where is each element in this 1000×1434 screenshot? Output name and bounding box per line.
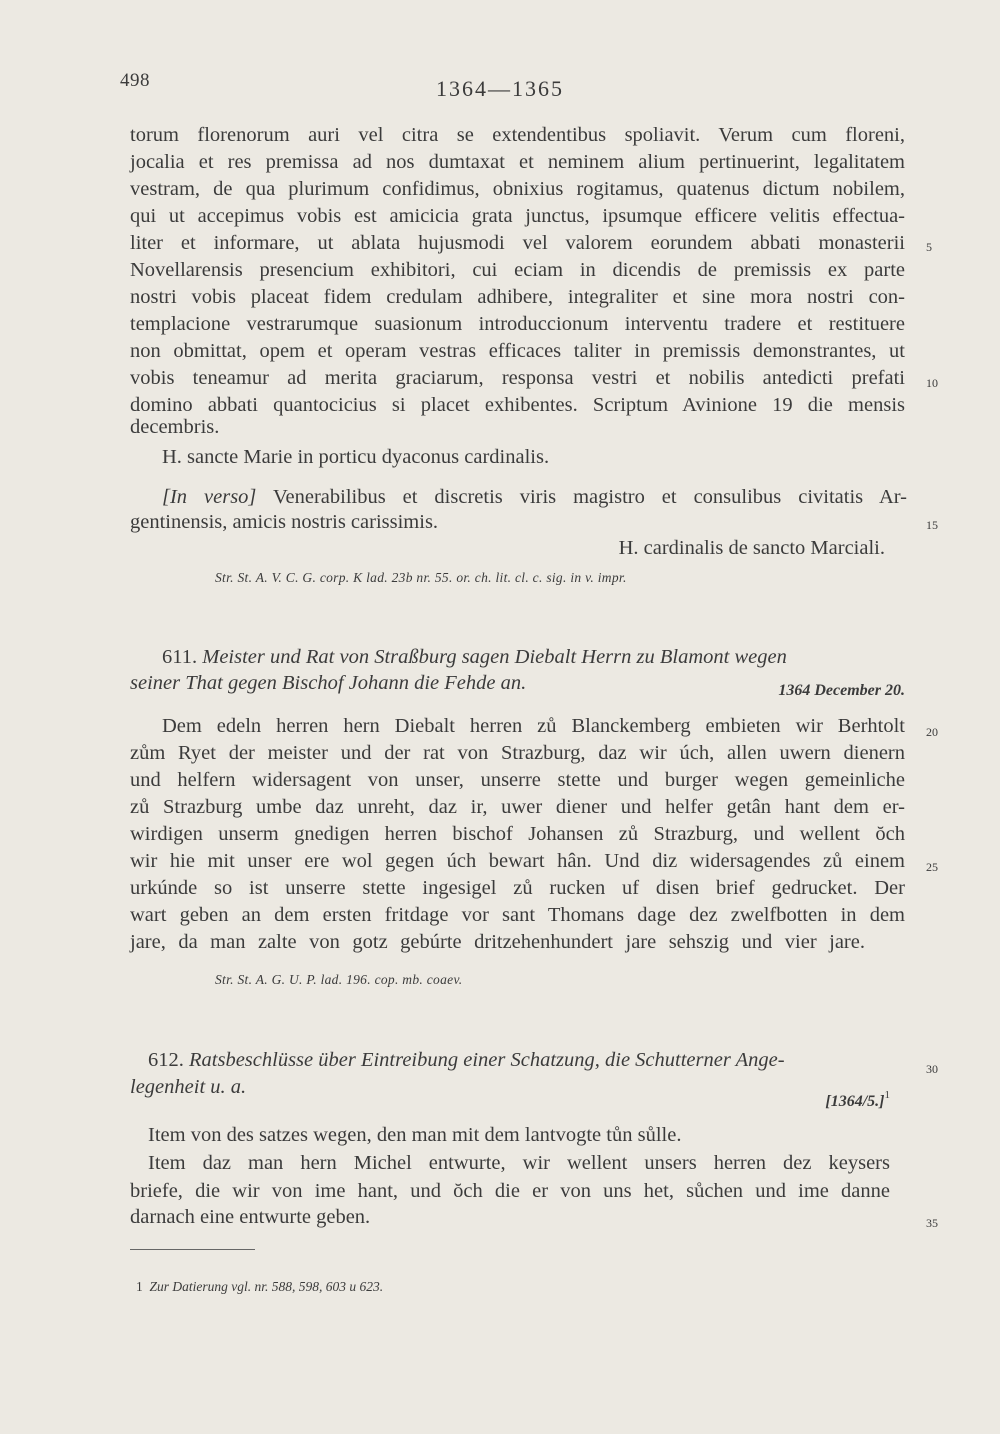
signature-line: H. sancte Marie in porticu dyaconus cardinalis. xyxy=(162,446,550,468)
verso-label: [In verso] xyxy=(162,486,257,508)
margin-line-number: 5 xyxy=(926,240,932,254)
doc-date: 1364 December 20. xyxy=(778,682,905,699)
text-line: liter et informare, ut ablata hujusmodi vel valorem eorundem abbati monasterii xyxy=(130,232,905,254)
doc-number: 611. xyxy=(162,646,198,668)
doc-title: legenheit u. a. xyxy=(130,1076,247,1098)
text-line: zů Strazburg umbe daz unreht, daz ir, uwer diener und helfer getân hant dem er- xyxy=(130,796,905,818)
text-line: templacione vestrarumque suasionum introduccionum interventu tradere et restituere xyxy=(130,313,905,335)
closing-signature: H. cardinalis de sancto Marciali. xyxy=(618,537,885,559)
margin-line-number: 25 xyxy=(926,860,938,874)
text-line: wir hie mit unser ere wol gegen úch bewart hân. Und diz widersagendes zů einem xyxy=(130,850,905,872)
source-citation: Str. St. A. V. C. G. corp. K lad. 23b nr. 55. or. ch. lit. cl. c. sig. in v. impr. xyxy=(215,570,627,585)
doc-number: 612. xyxy=(148,1049,184,1071)
text-line: Dem edeln herren hern Diebalt herren zů Blanckemberg embieten wir Berhtolt xyxy=(162,715,905,737)
text-line: domino abbati quantocicius si placet exhibentes. Scriptum Avinione 19 die mensis xyxy=(130,394,905,416)
doc-heading xyxy=(162,644,907,670)
doc-title: Ratsbeschlüsse über Eintreibung einer Schatzung, die Schutterner Ange- xyxy=(189,1049,785,1071)
text-line: vobis teneamur ad merita graciarum, responsa vestri et nobilis antedicti prefati xyxy=(130,367,905,389)
footnote-rule xyxy=(130,1249,255,1250)
doc-date-wrap xyxy=(825,1082,890,1115)
footnote-text: Zur Datierung vgl. nr. 588, 598, 603 u 623. xyxy=(149,1279,384,1294)
margin-line-number: 35 xyxy=(926,1216,938,1230)
text-line: qui ut accepimus vobis est amicicia grata junctus, ipsumque efficere velitis effectua- xyxy=(130,205,905,227)
text-line: zům Ryet der meister und der rat von Strazburg, daz wir úch, allen uwern dienern xyxy=(130,742,905,764)
text-line: wirdigen unserm gnedigen herren bischof Johansen zů Strazburg, und wellent ŏch xyxy=(130,823,905,845)
text-line: Item daz man hern Michel entwurte, wir wellent unsers herren dez keysers xyxy=(148,1152,890,1174)
footnote xyxy=(136,1279,383,1295)
text-line: nostri vobis placeat fidem credulam adhibere, integraliter et sine mora nostri con- xyxy=(130,286,905,308)
verso-line: gentinensis, amicis nostris carissimis. xyxy=(130,511,439,533)
text-line: wart geben an dem ersten fritdage vor sant Thomans dage dez zwelfbotten in dem xyxy=(130,904,905,926)
text-line: Item von des satzes wegen, den man mit dem lantvogte tůn sůlle. xyxy=(148,1124,682,1146)
doc-title: seiner That gegen Bischof Johann die Fehde an. xyxy=(130,672,527,694)
footnote-ref: 1 xyxy=(884,1089,890,1101)
doc-date: [1364/5.] xyxy=(825,1092,885,1110)
doc-heading xyxy=(148,1047,893,1073)
text-line: darnach eine entwurte geben. xyxy=(130,1206,371,1228)
margin-line-number: 20 xyxy=(926,725,938,739)
text-line: non obmittat, opem et operam vestras efficaces taliter in premissis demonstrantes, ut xyxy=(130,340,905,362)
text-line: decembris. xyxy=(130,416,220,438)
footnote-mark: 1 xyxy=(136,1279,143,1294)
doc-title: Meister und Rat von Straßburg sagen Diebalt Herrn zu Blamont wegen xyxy=(202,646,787,668)
verso-text: Venerabilibus et discretis viris magistro et consulibus civitatis Ar- xyxy=(256,486,907,508)
text-line: briefe, die wir von ime hant, und ŏch die er von uns het, sůchen und ime danne xyxy=(130,1180,890,1202)
doc-heading-line2 xyxy=(130,670,905,699)
verso-line xyxy=(162,484,907,510)
running-title: 1364—1365 xyxy=(436,76,564,101)
margin-line-number: 15 xyxy=(926,518,938,532)
page-number: 498 xyxy=(120,70,150,91)
margin-line-number: 10 xyxy=(926,376,938,390)
text-line: jocalia et res premissa ad nos dumtaxat et neminem alium pertinuerint, legalitatem xyxy=(130,151,905,173)
text-line: vestram, de qua plurimum confidimus, obnixius rogitamus, quatenus dictum nobilem, xyxy=(130,178,905,200)
text-line: und helfern widersagent von unser, unserre stette und burger wegen gemeinliche xyxy=(130,769,905,791)
source-citation: Str. St. A. G. U. P. lad. 196. cop. mb. coaev. xyxy=(215,972,463,987)
text-line: Novellarensis presencium exhibitori, cui eciam in dicendis de premissis ex parte xyxy=(130,259,905,281)
text-line: jare, da man zalte von gotz gebúrte dritzehenhundert jare sehszig und vier jare. xyxy=(130,931,865,953)
text-line: urkúnde so ist unserre stette ingesigel zů rucken uf disen brief gedrucket. Der xyxy=(130,877,905,899)
margin-line-number: 30 xyxy=(926,1062,938,1076)
doc-heading-line2 xyxy=(130,1074,905,1110)
text-line: torum florenorum auri vel citra se extendentibus spoliavit. Verum cum floreni, xyxy=(130,124,905,146)
